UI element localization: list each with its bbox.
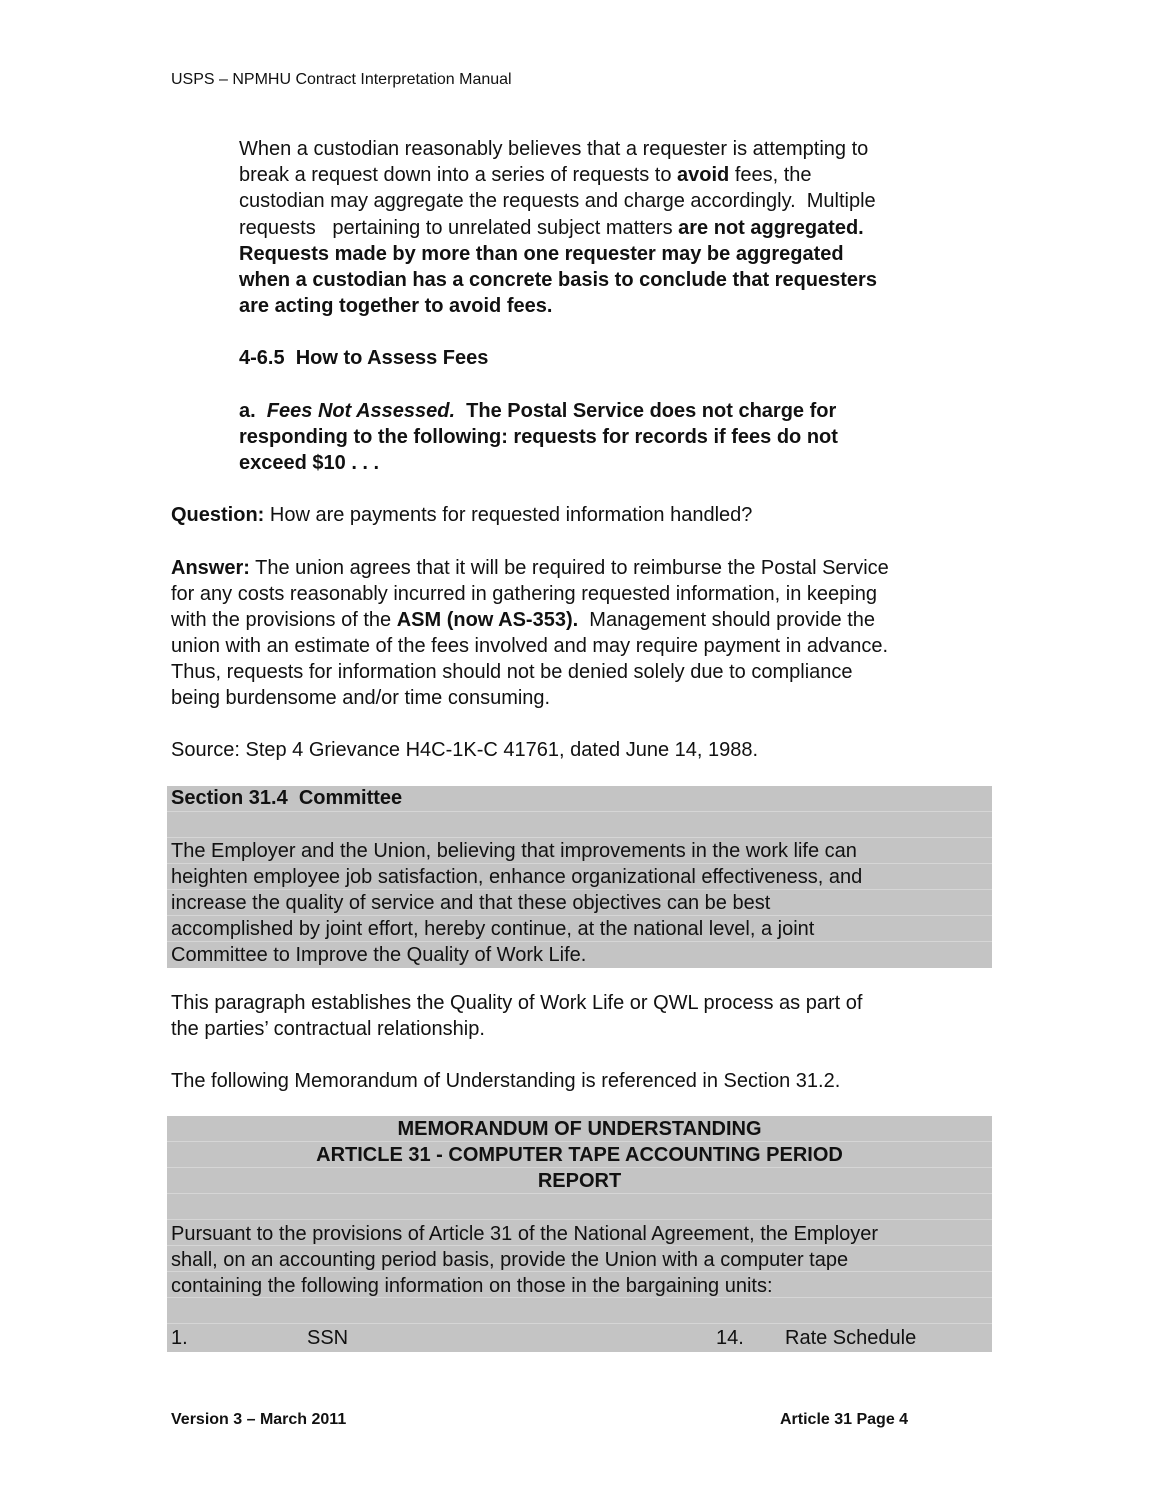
text-run: Committee to Improve the Quality of Work Life. xyxy=(171,944,587,966)
text-run: are acting together to avoid fees. xyxy=(239,295,553,317)
footer-page: Article 31 Page 4 xyxy=(780,1411,909,1428)
text-run: break a request down into a series of requests to xyxy=(239,164,678,186)
quote-line xyxy=(239,398,836,424)
text-run: The union agrees that it will be required to reimburse the Postal Service xyxy=(249,557,889,579)
item-number: 14. xyxy=(716,1327,744,1349)
qa-line xyxy=(171,737,758,763)
quote-line xyxy=(239,136,868,162)
mou-body-line xyxy=(171,1221,878,1247)
text-run: increase the quality of service and that these objectives can be best xyxy=(171,892,771,914)
text-run: heighten employee job satisfaction, enhance organizational effectiveness, and xyxy=(171,866,863,888)
text-run: exceed $10 . . . xyxy=(239,452,380,474)
quote-line xyxy=(239,162,812,188)
text-run: shall, on an accounting period basis, provide the Union with a computer tape xyxy=(171,1249,849,1271)
text-run: fees, the xyxy=(729,164,812,186)
mou-body-line xyxy=(171,1273,773,1299)
quote-line xyxy=(239,293,552,319)
quote-line xyxy=(239,188,876,214)
text-run: accomplished by joint effort, hereby continue, at the national level, a joint xyxy=(171,918,815,940)
item-label: SSN xyxy=(307,1327,349,1349)
text-run: the parties’ contractual relationship. xyxy=(171,1018,485,1040)
after-line xyxy=(171,990,862,1016)
text-run: When a custodian reasonably believes that a requester is attempting to xyxy=(239,138,869,160)
section-line xyxy=(171,864,862,890)
mou-title-line: MEMORANDUM OF UNDERSTANDING xyxy=(397,1118,762,1140)
qa-line xyxy=(171,555,889,581)
item-label: Rate Schedule xyxy=(785,1327,917,1349)
text-run: union with an estimate of the fees involved and may require payment in advance. xyxy=(171,635,889,657)
text-run: Question: xyxy=(171,504,265,526)
text-run: with the provisions of the xyxy=(171,609,397,631)
quote-line xyxy=(239,450,379,476)
qa-line xyxy=(171,607,875,633)
text-run: How are payments for requested information handled? xyxy=(264,504,753,526)
qa-line xyxy=(171,633,888,659)
section-line xyxy=(171,890,770,916)
text-run: being burdensome and/or time consuming. xyxy=(171,687,551,709)
text-run: containing the following information on those in the bargaining units: xyxy=(171,1275,773,1297)
text-run: Section 31.4 Committee xyxy=(171,787,403,809)
mou-title-line: ARTICLE 31 - COMPUTER TAPE ACCOUNTING PERIOD xyxy=(316,1144,843,1166)
section-line xyxy=(171,916,814,942)
quote-line xyxy=(239,241,844,267)
text-run: for any costs reasonably incurred in gathering requested information, in keeping xyxy=(171,583,877,605)
qa-line xyxy=(171,581,877,607)
text-run: when a custodian has a concrete basis to conclude that requesters xyxy=(239,269,877,291)
running-header: USPS – NPMHU Contract Interpretation Manual xyxy=(171,71,512,88)
text-run: a. xyxy=(239,400,267,422)
qa-line xyxy=(171,659,853,685)
mou-body-line xyxy=(171,1247,848,1273)
text-run: Management should provide the xyxy=(578,609,876,631)
after-line xyxy=(171,1016,485,1042)
text-run: avoid xyxy=(677,164,730,186)
section-line xyxy=(171,942,586,968)
text-run: Fees Not Assessed. xyxy=(266,400,456,422)
quote-line xyxy=(239,267,877,293)
text-run: Answer: xyxy=(171,557,250,579)
section-line xyxy=(171,838,857,864)
text-run: ASM (now AS-353). xyxy=(396,609,579,631)
text-run: The Employer and the Union, believing that improvements in the work life can xyxy=(171,840,857,862)
text-run: This paragraph establishes the Quality of Work Life or QWL process as part of xyxy=(171,992,863,1014)
text-run: are not aggregated. xyxy=(678,217,864,239)
section-line xyxy=(171,785,402,811)
footer-version: Version 3 – March 2011 xyxy=(171,1411,347,1428)
item-number: 1. xyxy=(171,1327,188,1349)
text-run: responding to the following: requests for records if fees do not xyxy=(239,426,838,448)
quote-line xyxy=(239,424,838,450)
qa-line xyxy=(171,502,752,528)
text-run: The following Memorandum of Understanding is referenced in Section 31.2. xyxy=(171,1070,841,1092)
text-run: Source: Step 4 Grievance H4C-1K-C 41761, dated June 14, 1988. xyxy=(171,739,759,761)
text-run: Pursuant to the provisions of Article 31 of the National Agreement, the Employer xyxy=(171,1223,879,1245)
qa-line xyxy=(171,685,550,711)
text-run: Thus, requests for information should not be denied solely due to compliance xyxy=(171,661,853,683)
mou-title-line: REPORT xyxy=(537,1170,622,1192)
quote-line xyxy=(239,345,488,371)
after-line xyxy=(171,1068,840,1094)
text-run: 4-6.5 How to Assess Fees xyxy=(239,347,489,369)
text-run: custodian may aggregate the requests and charge accordingly. Multiple xyxy=(239,190,876,212)
text-run: requests pertaining to unrelated subject matters xyxy=(239,217,679,239)
text-run: Requests made by more than one requester may be aggregated xyxy=(239,243,844,265)
text-run: The Postal Service does not charge for xyxy=(455,400,837,422)
quote-line xyxy=(239,215,864,241)
